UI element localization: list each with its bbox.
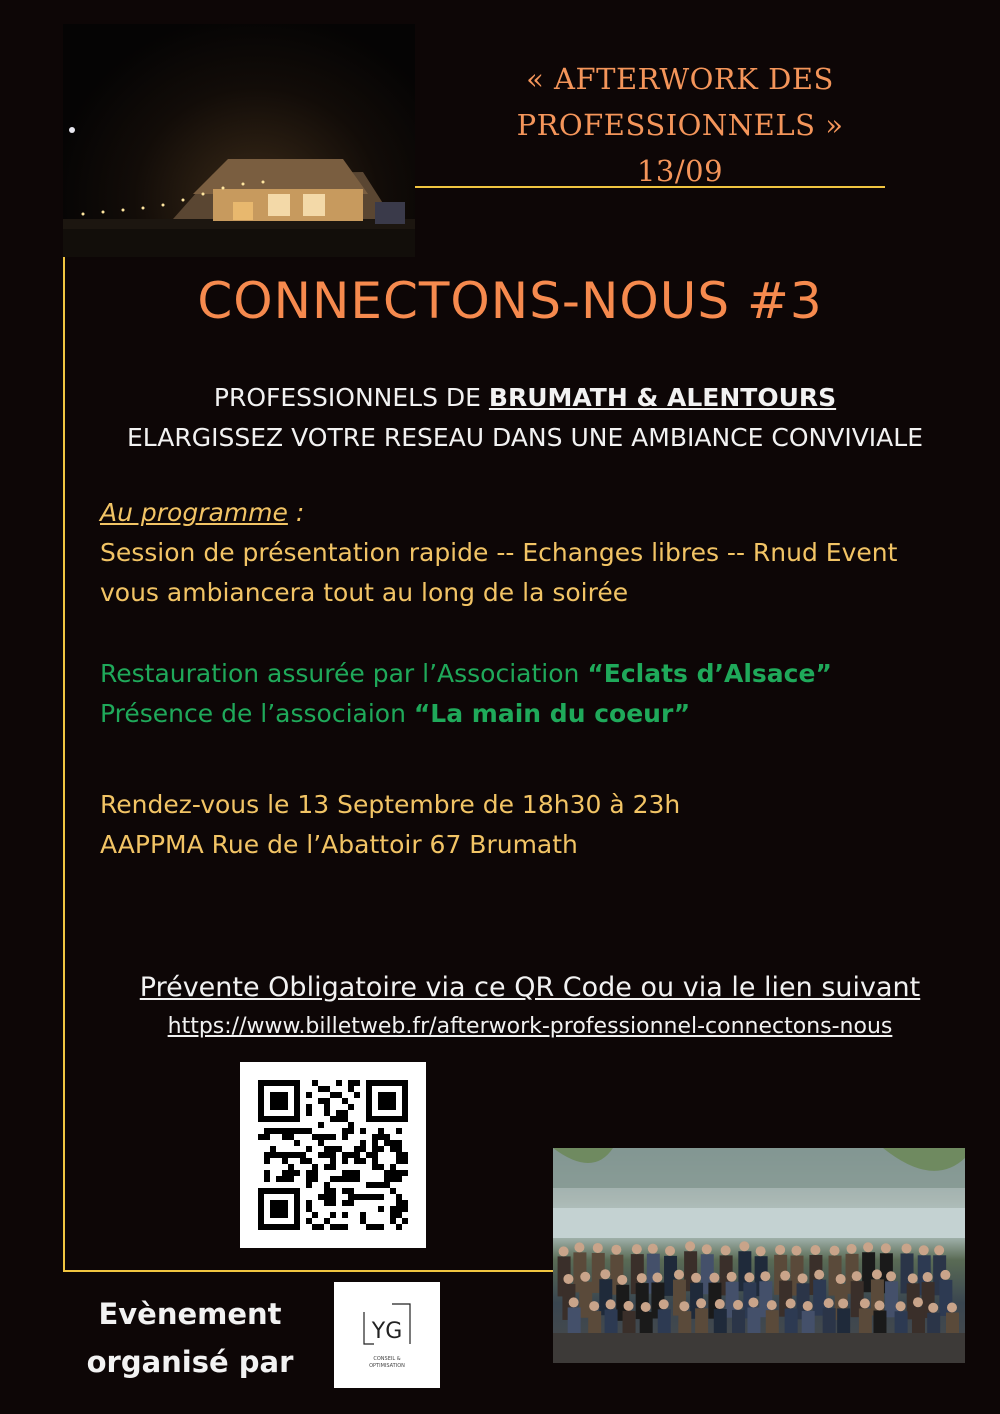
logo-initials: YG [371, 1319, 403, 1344]
ticket-link[interactable]: https://www.billetweb.fr/afterwork-professionnel-connectons-nous [167, 1014, 893, 1039]
gold-line-left [63, 257, 65, 1272]
intro-block [70, 378, 980, 458]
qr-code-graphic [240, 1062, 426, 1248]
programme-line-1: Session de présentation rapide -- Echanges libres -- Rnud Event [100, 538, 898, 567]
programme-line-2: vous ambiancera tout au long de la soirée [100, 578, 629, 607]
presale-text: Prévente Obligatoire via ce QR Code ou via le lien suivant [139, 972, 921, 1003]
logo-tagline-1: CONSEIL & [373, 1356, 401, 1362]
event-title: CONNECTONS-NOUS #3 [197, 272, 823, 330]
intro-prefix: PROFESSIONNELS DE [213, 383, 489, 412]
event-when: Rendez-vous le 13 Septembre de 18h30 à 23h [100, 790, 681, 819]
organizer-line-1: Evènement [98, 1297, 282, 1331]
event-subtitle [470, 56, 890, 194]
qr-code[interactable] [240, 1062, 426, 1248]
programme-heading: Au programme [100, 498, 288, 527]
intro-location: BRUMATH & ALENTOURS [488, 383, 837, 412]
presence-association: “La main du coeur” [413, 699, 691, 728]
catering-prefix: Restauration assurée par l’Association [100, 659, 588, 688]
event-details [100, 785, 980, 865]
subtitle-date: 13/09 [636, 154, 724, 188]
organizer-label [70, 1290, 310, 1386]
partner-line-2 [100, 694, 980, 734]
organizer-line-2: organisé par [86, 1345, 294, 1379]
programme-heading-colon: : [287, 498, 305, 527]
catering-association: “Eclats d’Alsace” [587, 659, 832, 688]
organizer-logo[interactable] [334, 1282, 440, 1388]
gold-line-bottom [63, 1270, 553, 1272]
subtitle-line-1: « AFTERWORK DES [526, 62, 834, 96]
event-where: AAPPMA Rue de l’Abattoir 67 Brumath [100, 830, 578, 859]
partners-block [100, 654, 980, 734]
programme-block [100, 493, 980, 613]
partner-line-1 [100, 654, 980, 694]
intro-line-1 [70, 378, 980, 418]
presence-prefix: Présence de l’associaion [100, 699, 414, 728]
intro-line-2: ELARGISSEZ VOTRE RESEAU DANS UNE AMBIANCE CONVIVIALE [126, 423, 923, 452]
group-photo [553, 1148, 965, 1363]
subtitle-line-2: PROFESSIONNELS » [516, 108, 844, 142]
logo-tagline-2: OPTIMISATION [369, 1363, 405, 1369]
programme-heading-row [100, 493, 980, 533]
venue-night-photo [63, 24, 415, 257]
